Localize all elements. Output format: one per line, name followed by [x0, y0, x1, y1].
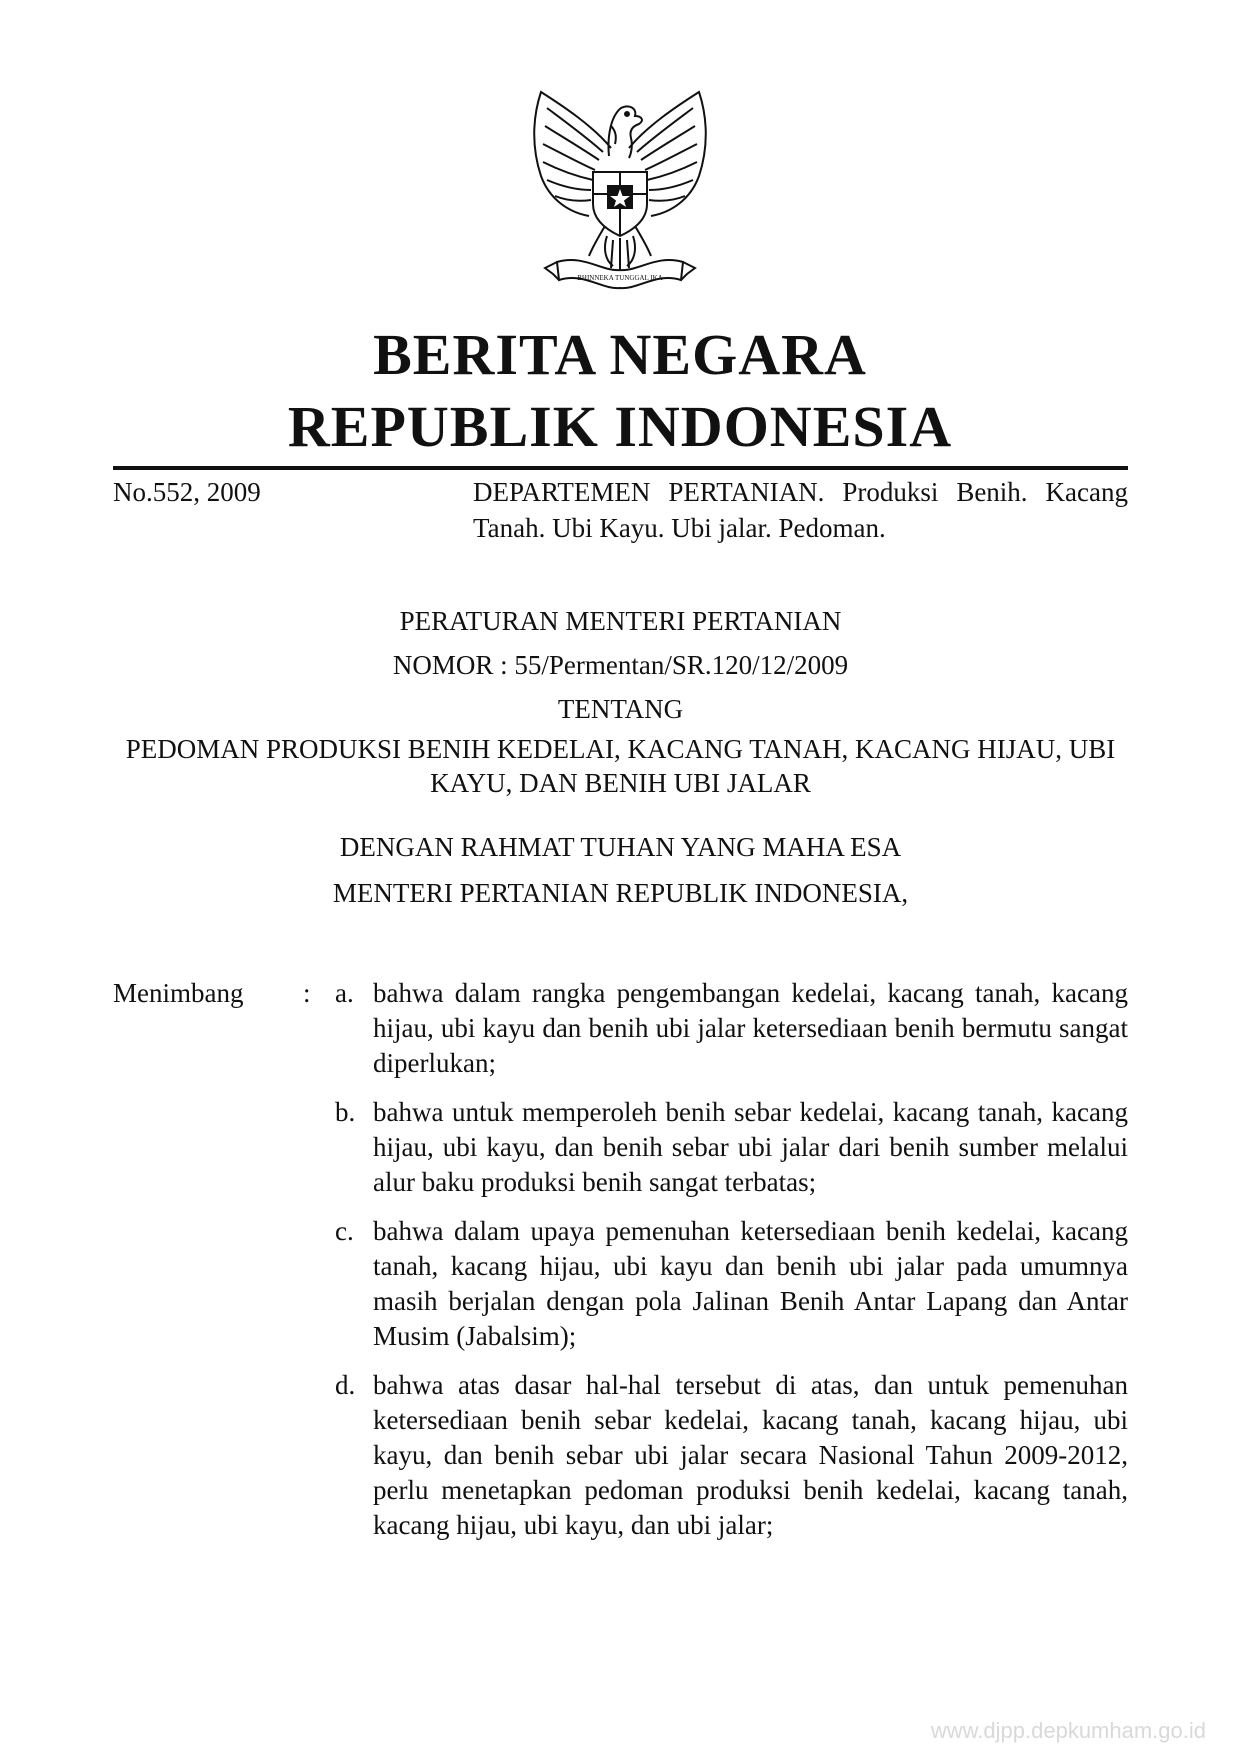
item-text: bahwa atas dasar hal-hal tersebut di atas, dan untuk pemenuhan ketersediaan benih sebar kedelai, kacang tanah, kacang hijau, ubi kayu, dan benih sebar ubi jalar secara Nasional Tahun 2009-2012, perlu menetapkan pedoman produksi benih kedelai, kacang tanah, kacang hijau, ubi kayu, dan ubi jalar;	[373, 1370, 1128, 1540]
regulation-minister: MENTERI PERTANIAN REPUBLIK INDONESIA,	[332, 878, 909, 908]
item-text: bahwa untuk memperoleh benih sebar kedelai, kacang tanah, kacang hijau, ubi kayu, dan benih sebar ubi jalar dari benih sumber melalui alur baku produksi benih sangat terbatas;	[373, 1097, 1128, 1197]
considering-item-d	[335, 1368, 1128, 1543]
considering-label: Menimbang	[113, 978, 244, 1008]
considering-colon: :	[303, 978, 311, 1008]
regulation-title: PEDOMAN PRODUKSI BENIH KEDELAI, KACANG TANAH, KACANG HIJAU, UBI KAYU, DAN BENIH UBI JALAR	[125, 734, 1116, 798]
regulation-number: NOMOR : 55/Permentan/SR.120/12/2009	[392, 650, 849, 680]
considering-item-c	[335, 1214, 1128, 1354]
item-marker: c.	[335, 1216, 354, 1246]
masthead-rule	[113, 466, 1128, 470]
gazette-number: No.552, 2009	[113, 477, 261, 507]
item-text: bahwa dalam rangka pengembangan kedelai, kacang tanah, kacang hijau, ubi kayu dan benih ubi jalar ketersediaan benih bermutu sangat diperlukan;	[373, 978, 1128, 1078]
considering-list	[335, 976, 1128, 1557]
masthead-title: BERITA NEGARA	[373, 322, 867, 387]
considering-item-b	[335, 1095, 1128, 1200]
regulation-about: TENTANG	[557, 694, 684, 724]
item-marker: b.	[335, 1097, 356, 1127]
regulation-type: PERATURAN MENTERI PERTANIAN	[399, 606, 842, 636]
garuda-emblem	[523, 86, 717, 300]
motto-text: BHINNEKA TUNGGAL IKA	[577, 274, 663, 282]
item-text: bahwa dalam upaya pemenuhan ketersediaan benih kedelai, kacang tanah, kacang hijau, ubi kayu dan benih ubi jalar pada umumnya masih berjalan dengan pola Jalinan Benih Antar Lapang dan Antar Musim (Jabalsim);	[373, 1216, 1128, 1351]
item-marker: d.	[335, 1370, 356, 1400]
considering-item-a	[335, 976, 1128, 1081]
gazette-subject: DEPARTEMEN PERTANIAN. Produksi Benih. Kacang Tanah. Ubi Kayu. Ubi jalar. Pedoman.	[473, 477, 1128, 543]
garuda-pancasila-icon	[523, 86, 717, 300]
watermark-url: www.djpp.depkumham.go.id	[930, 1718, 1206, 1743]
item-marker: a.	[335, 978, 354, 1008]
regulation-preamble: DENGAN RAHMAT TUHAN YANG MAHA ESA	[339, 832, 902, 862]
masthead-subtitle: REPUBLIK INDONESIA	[287, 394, 953, 459]
